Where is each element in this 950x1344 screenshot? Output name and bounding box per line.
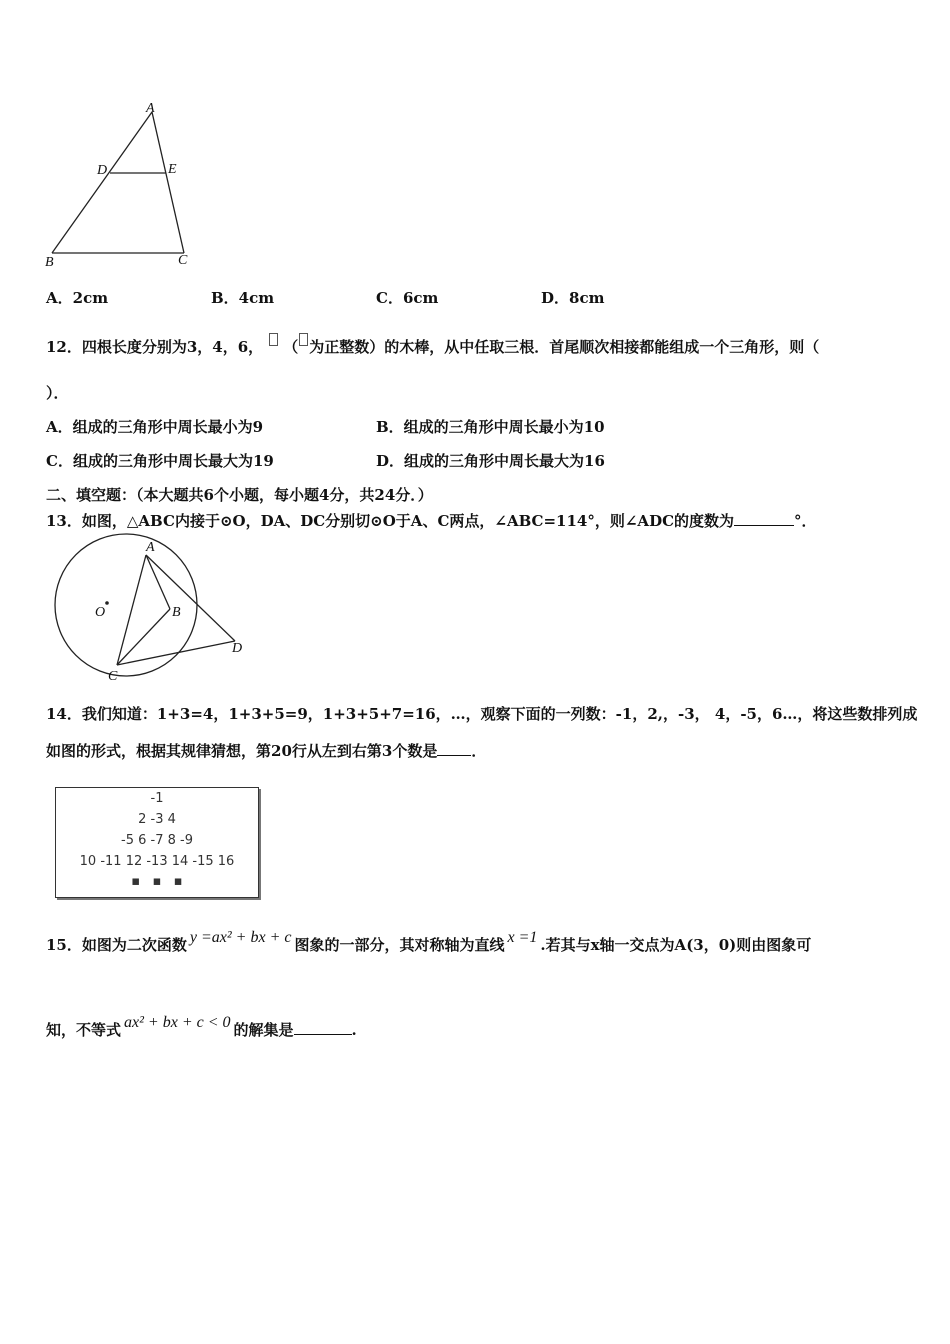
center-point	[105, 601, 109, 605]
section-heading: 二、填空题：（本大题共6个小题，每小题4分，共24分．）	[46, 486, 433, 504]
circle-tangent-figure	[40, 535, 250, 685]
q11-option-b: B．4cm	[211, 289, 275, 307]
q13-stem-pre: 13．如图，△ABC内接于⊙O，DA、DC分别切⊙O于A、C两点，∠ABC=114°，则∠ADC的度数为	[46, 512, 735, 530]
quadratic-formula: y =ax² + bx + c	[189, 929, 292, 946]
pattern-row: -5 6 -7 8 -9	[121, 833, 193, 848]
q15-stem-post2: 的解集是	[233, 1021, 294, 1039]
side-ac	[152, 112, 184, 253]
period: .	[351, 1021, 357, 1039]
side-ab	[52, 112, 152, 253]
label-c: C	[178, 253, 188, 268]
label-e: E	[168, 162, 177, 177]
pattern-row: 2 -3 4	[138, 812, 176, 827]
inequality-formula: ax² + bx + c < 0	[124, 1014, 231, 1031]
label-a: A	[146, 540, 155, 555]
q15-stem-pre2: 知，不等式	[46, 1021, 122, 1039]
answer-blank	[437, 740, 471, 756]
segment-ab	[146, 555, 170, 609]
axis-formula: x =1	[507, 929, 538, 946]
q12-stem-post: 为正整数）的木棒，从中任取三根．首尾顺次相接都能组成一个三角形，则（	[309, 338, 820, 356]
q12-option-c: C．组成的三角形中周长最大为19	[46, 452, 274, 470]
q11-option-c: C．6cm	[376, 289, 439, 307]
label-c: C	[108, 669, 118, 684]
trapezoid-figure	[40, 100, 190, 270]
answer-blank	[294, 1019, 352, 1035]
q14-stem-pre: 如图的形式，根据其规律猜想，第20行从左到右第3个数是	[46, 742, 438, 760]
q12-option-a: A．组成的三角形中周长最小为9	[46, 418, 264, 436]
q12-option-b: B．组成的三角形中周长最小为10	[376, 418, 605, 436]
q14-stem-line1: 14．我们知道：1+3=4，1+3+5=9，1+3+5+7=16，…，观察下面的一列数：-1，2,，-3， 4，-5，6…，将这些数排列成	[46, 705, 918, 723]
q15-stem-post: .若其与x轴一交点为A(3，0)则由图象可	[540, 936, 812, 954]
number-pattern-box	[55, 787, 259, 898]
q11-option-a: A．2cm	[46, 289, 109, 307]
label-b: B	[172, 605, 181, 620]
missing-glyph-icon	[299, 333, 308, 346]
tangent-dc	[117, 641, 235, 665]
label-o: O	[95, 605, 106, 620]
label-d: D	[232, 641, 243, 656]
tangent-da	[146, 555, 235, 641]
pattern-row-dots: ▪ ▪ ▪	[131, 874, 183, 889]
q15-stem-mid: 图象的一部分，其对称轴为直线	[294, 936, 505, 954]
q13-stem-post: °．	[794, 512, 817, 530]
label-a: A	[146, 101, 155, 116]
q15-stem-pre: 15．如图为二次函数	[46, 936, 187, 954]
q15-stem-line2	[46, 1014, 357, 1040]
answer-blank	[734, 510, 794, 526]
q11-option-d: D．8cm	[541, 289, 605, 307]
q14-stem-post: ．	[471, 742, 487, 760]
label-b: B	[45, 255, 54, 270]
q12-option-d: D．组成的三角形中周长最大为16	[376, 452, 605, 470]
q12-stem-line1	[46, 333, 819, 357]
pattern-row: 10 -11 12 -13 14 -15 16	[79, 854, 235, 869]
q12-stem-line2: ）．	[46, 384, 69, 402]
q14-stem-line2	[46, 740, 486, 761]
q12-stem-pre: 12．四根长度分别为3，4，6，	[46, 338, 264, 356]
segment-ac	[117, 555, 146, 665]
q15-stem-line1	[46, 929, 812, 955]
missing-glyph-icon	[269, 333, 278, 346]
q13-stem	[46, 510, 817, 531]
label-d: D	[97, 163, 108, 178]
q12-stem-mid: （	[283, 338, 299, 356]
pattern-row: -1	[150, 791, 164, 806]
